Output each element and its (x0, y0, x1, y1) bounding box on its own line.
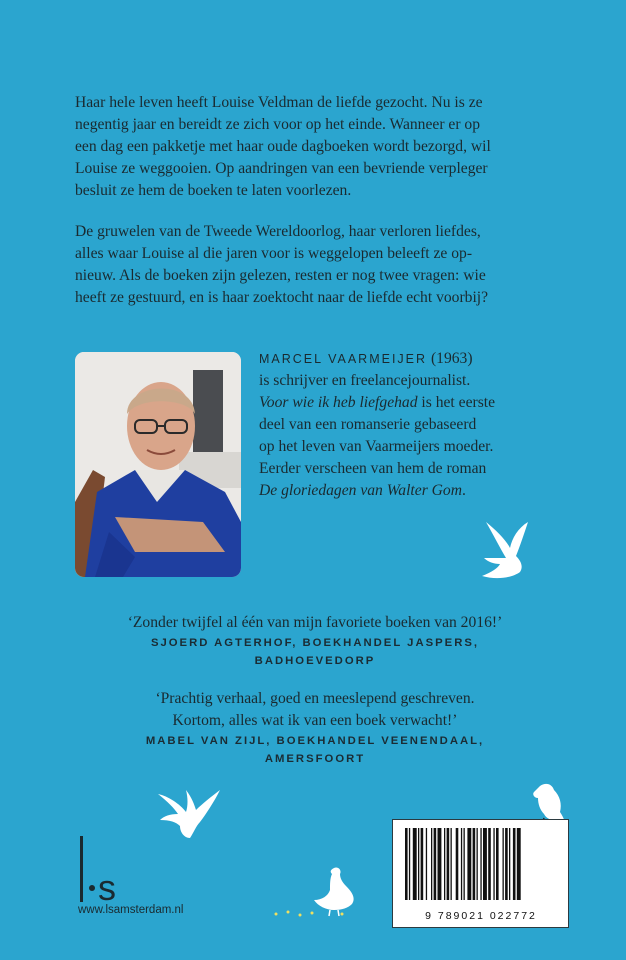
barcode-bar (467, 828, 471, 900)
barcode-bar (461, 828, 462, 900)
bio-text: is het eerste (417, 394, 496, 411)
bio-line-3 (259, 392, 559, 414)
blurb (75, 92, 565, 328)
book-title: Voor wie ik heb liefgehad (259, 394, 418, 411)
barcode-bar (488, 828, 491, 900)
barcode-bars (403, 828, 559, 900)
barcode-bar (434, 828, 437, 900)
barcode-bar (480, 828, 481, 900)
quote-source: SJOERD AGTERHOF, BOEKHANDEL JASPERS, (150, 637, 480, 649)
barcode-bar (464, 828, 465, 900)
blurb-line: een dag een pakketje met haar oude dagboeken wordt bezorgd, wil (75, 138, 491, 155)
bio-line-7 (259, 480, 559, 502)
bio-text: . (461, 482, 466, 499)
seed-dots (272, 908, 352, 918)
barcode-bar (438, 828, 442, 900)
barcode-bar (431, 828, 432, 900)
bio-line-4: deel van een romanserie gebaseerd (259, 416, 477, 433)
bio-line-1 (259, 348, 559, 370)
barcode-bar (513, 828, 516, 900)
logo-letter: s (98, 867, 116, 902)
barcode-bar (426, 828, 427, 900)
author-photo (75, 352, 241, 577)
barcode-bar (517, 828, 521, 900)
barcode-bar (483, 828, 487, 900)
quote-source: AMERSFOORT (264, 753, 366, 765)
barcode-bar (444, 828, 445, 900)
blurb-line: De gruwelen van de Tweede Wereldoorlog, haar verloren liefdes, (75, 223, 481, 240)
barcode-bar (473, 828, 476, 900)
quote-source: BADHOEVEDORP (254, 655, 376, 667)
publisher-website[interactable]: www.lsamsterdam.nl (78, 904, 184, 916)
dove-icon (156, 782, 222, 840)
isbn-number: 9 789021 022772 (425, 910, 537, 922)
review-quote-1 (90, 612, 540, 670)
blurb-line: Haar hele leven heeft Louise Veldman de liefde gezocht. Nu is ze (75, 94, 483, 111)
bio-line-5: op het leven van Vaarmeijers moeder. (259, 438, 494, 455)
barcode-bar (405, 828, 408, 900)
dove-icon (476, 518, 534, 582)
blurb-line: alles waar Louise al die jaren voor is weggelopen beleeft ze op- (75, 245, 473, 262)
blurb-line: heeft ze gestuurd, en is haar zoektocht naar de liefde echt voorbij? (75, 289, 489, 306)
barcode-bar (418, 828, 419, 900)
quote-text: ‘Zonder twijfel al één van mijn favoriete boeken van 2016!’ (127, 614, 503, 631)
quote-text: Kortom, alles wat ik van een boek verwacht!’ (172, 712, 458, 729)
barcode-bar (509, 828, 510, 900)
barcode-bar (477, 828, 478, 900)
blurb-line: besluit ze hem de boeken te laten voorlezen. (75, 182, 352, 199)
quote-text: ‘Prachtig verhaal, goed en meeslepend geschreven. (155, 690, 475, 707)
author-bio (259, 348, 559, 502)
review-quote-2 (90, 688, 540, 768)
previous-book-title: De gloriedagen van Walter Gom (259, 482, 462, 499)
bio-line-2: is schrijver en freelancejournalist. (259, 372, 471, 389)
barcode-bar (413, 828, 417, 900)
barcode-bar (451, 828, 452, 900)
quote-source: MABEL VAN ZIJL, BOEKHANDEL VEENENDAAL, (145, 735, 485, 747)
blurb-line: negentig jaar en bereidt ze zich voor op het einde. Wanneer er op (75, 116, 481, 133)
barcode-bar (505, 828, 508, 900)
publisher-logo (78, 836, 138, 902)
blurb-paragraph-2 (75, 221, 565, 309)
barcode-bar (456, 828, 459, 900)
barcode-bar (447, 828, 450, 900)
barcode-bar (421, 828, 424, 900)
barcode-bar (493, 828, 494, 900)
barcode (392, 819, 569, 928)
author-name: MARCEL VAARMEIJER (259, 352, 428, 366)
birth-year: (1963) (427, 350, 473, 367)
blurb-paragraph-1 (75, 92, 565, 202)
barcode-bar (503, 828, 504, 900)
blurb-line: nieuw. Als de boeken zijn gelezen, resten er nog twee vragen: wie (75, 267, 486, 284)
blurb-line: Louise ze weggooien. Op aandringen van een bevriende verpleger (75, 160, 488, 177)
barcode-bar (409, 828, 410, 900)
barcode-bar (496, 828, 499, 900)
bio-line-6: Eerder verscheen van hem de roman (259, 460, 487, 477)
